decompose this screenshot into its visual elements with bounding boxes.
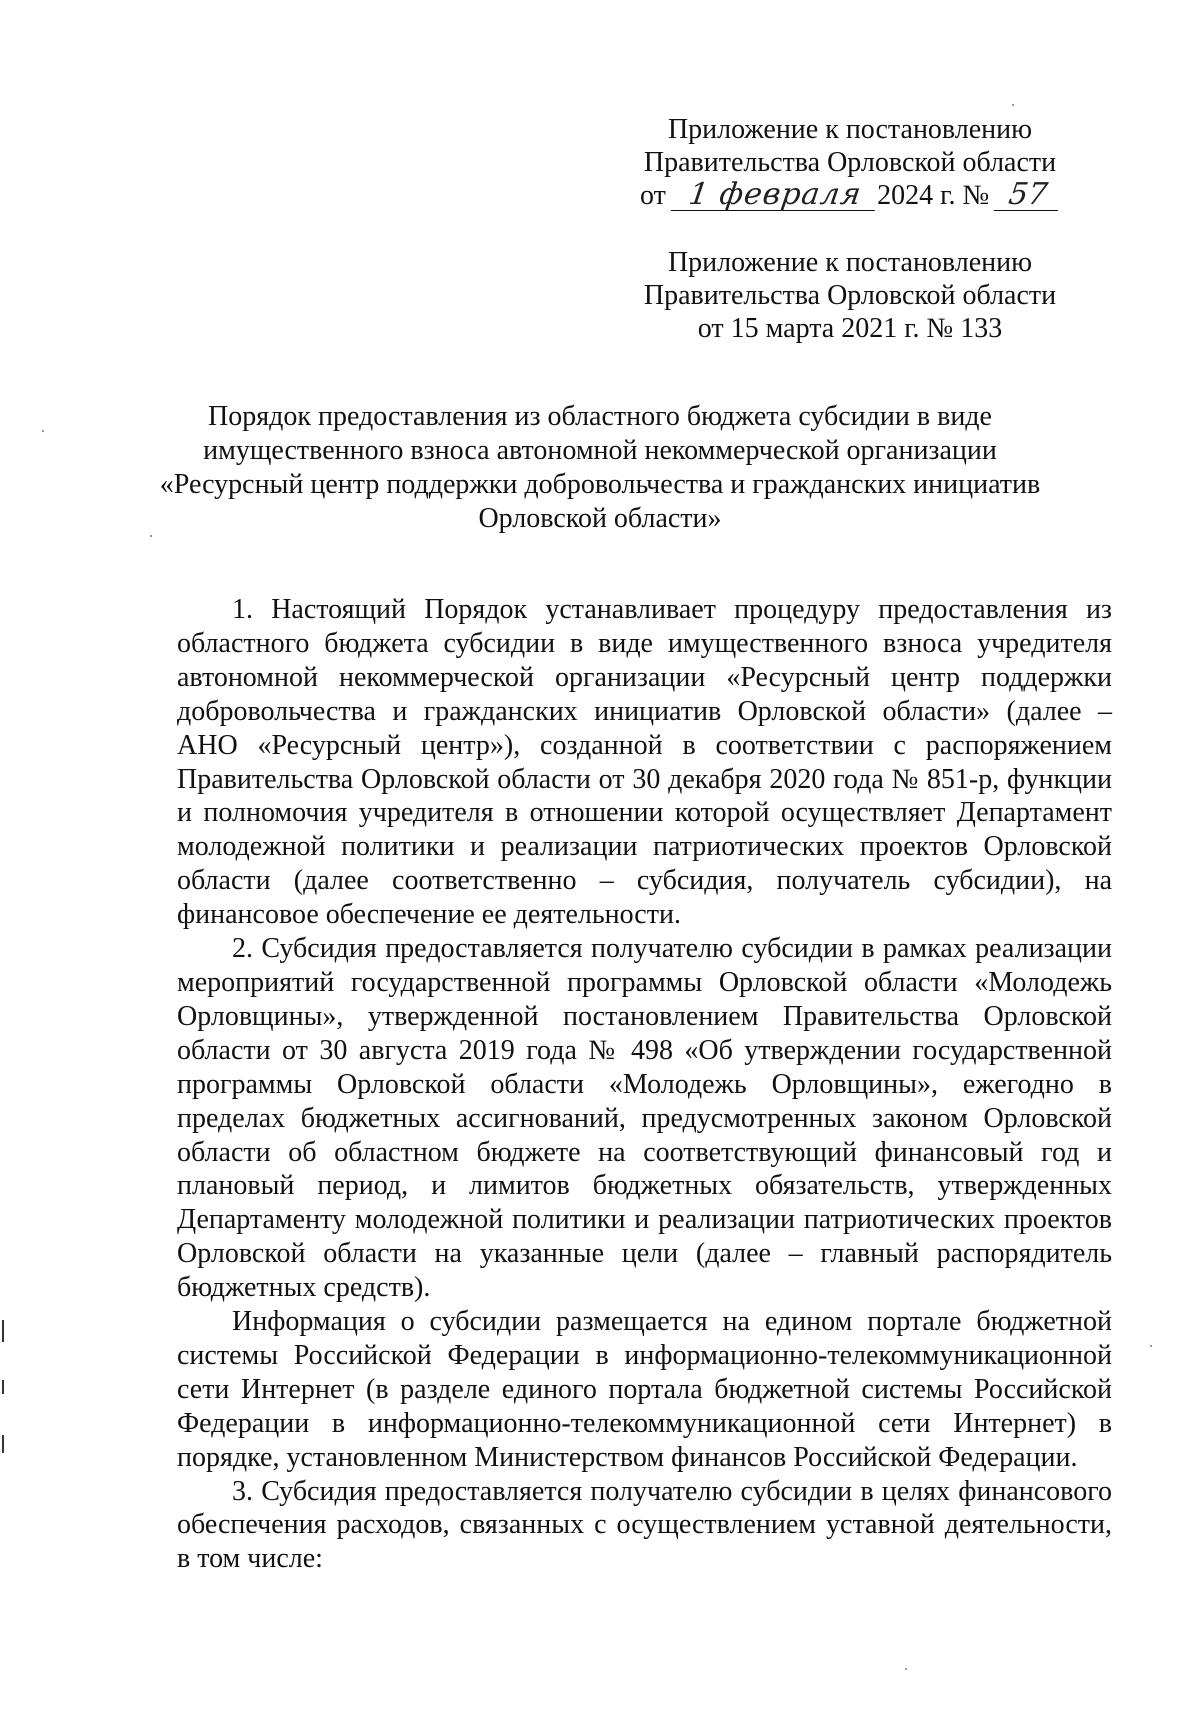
header-line-appendix: Приложение к постановлению [667, 247, 1033, 278]
paragraph-2: 2. Субсидия предоставляется получателю субсидии в рамках реализации мероприятий государственной программы Орловской области «Молодежь Орловщины», утвержденной постановлением Правительства Орловской области от 30 августа 2019 года № 498 «Об утверждении государственной программы Орловской области «Молодежь Орловщины», ежегодно в пределах бюджетных ассигнований, предусмотренных законом Орловской области об областном бюджете на соответствующий финансовый год и плановый период, и лимитов бюджетных обязательств, утвержденных Департаменту молодежной политики и реализации патриотических проектов Орловской области на указанные цели (далее – главный распорядитель бюджетных средств). [177, 933, 1112, 1304]
header-line-appendix: Приложение к постановлению [667, 114, 1033, 145]
original-decree-header [640, 246, 1060, 345]
paragraph-2-info: Информация о субсидии размещается на едином портале бюджетной системы Российской Федерации в информационно-телекоммуникационной сети Интернет (в разделе единого портала бюджетной системы Российской Федерации в информационно-телекоммуникационной сети Интернет) в порядке, установленном Министерством финансов Российской Федерации. [177, 1306, 1112, 1473]
title-line: «Ресурсный центр поддержки добровольчества и гражданских инициатив [159, 469, 1041, 500]
header-line-government: Правительства Орловской области [643, 280, 1057, 311]
handwritten-date: 1 февраля [671, 180, 880, 211]
scan-edge-mark [2, 1320, 4, 1342]
header-date-row [640, 179, 1060, 212]
title-line: Орловской области» [478, 503, 722, 534]
date-prefix: от [640, 180, 666, 211]
scan-speck [150, 535, 152, 537]
paragraph-1: 1. Настоящий Порядок устанавливает процедуру предоставления из областного бюджета субсидии в виде имущественного взноса учредителя автономной некоммерческой организации «Ресурсный центр поддержки добровольчества и гражданских инициатив Орловской области» (далее – АНО «Ресурсный центр»), созданной в соответствии с распоряжением Правительства Орловской области от 30 декабря 2020 года № 851-р, функции и полномочия учредителя в отношении которой осуществляет Департамент молодежной политики и реализации патриотических проектов Орловской области (далее соответственно – субсидия, получатель субсидии), на финансовое обеспечение ее деятельности. [177, 594, 1112, 931]
title-line: Порядок предоставления из областного бюджета субсидии в виде [208, 401, 992, 432]
header-line-government: Правительства Орловской области [643, 147, 1057, 178]
document-body [177, 593, 1112, 1576]
handwritten-number: 57 [994, 180, 1062, 211]
current-decree-header [640, 113, 1060, 212]
scan-speck [1150, 1345, 1152, 1347]
header-line-date: от 15 марта 2021 г. № 133 [697, 313, 1003, 344]
scan-speck [42, 430, 44, 432]
scan-edge-mark [2, 1435, 4, 1453]
scan-edge-mark [2, 1380, 4, 1394]
scan-speck [905, 1668, 907, 1670]
paragraph-3: 3. Субсидия предоставляется получателю субсидии в целях финансового обеспечения расходов, связанных с осуществлением уставной деятельности, в том числе: [177, 1475, 1112, 1575]
scan-speck [1012, 104, 1014, 106]
title-line: имущественного взноса автономной некоммерческой организации [203, 435, 997, 466]
document-title [150, 400, 1050, 536]
year-number-text: 2024 г. № [877, 180, 990, 211]
